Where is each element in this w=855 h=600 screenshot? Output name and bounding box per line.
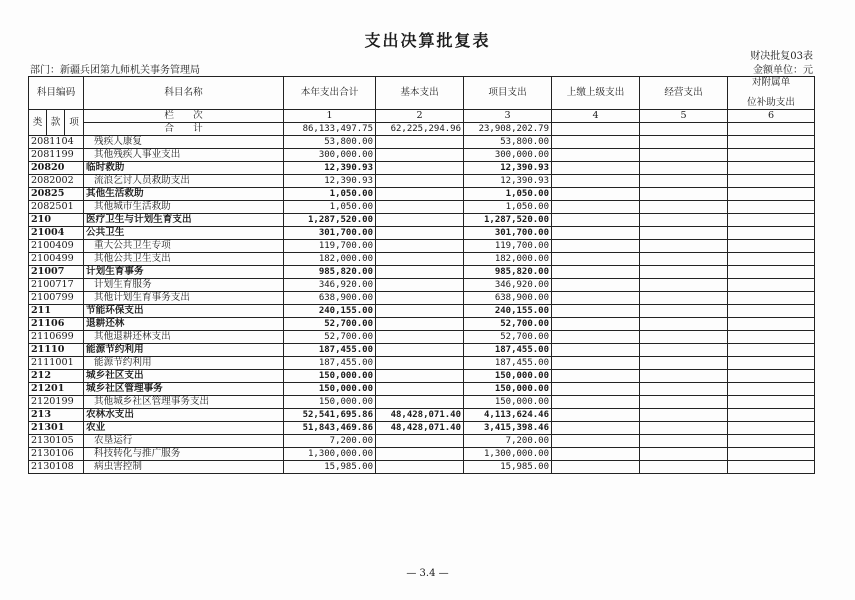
row-basic	[376, 240, 464, 253]
row-business	[640, 357, 728, 370]
row-subsidy	[728, 279, 815, 292]
table-row	[29, 344, 815, 357]
table-row	[29, 188, 815, 201]
table-row	[29, 266, 815, 279]
row-project: 4,113,624.46	[464, 409, 552, 422]
row-total: 346,920.00	[284, 279, 376, 292]
row-project: 12,390.93	[464, 162, 552, 175]
row-basic	[376, 344, 464, 357]
row-code: 2110699	[29, 331, 84, 344]
row-business	[640, 396, 728, 409]
header-subsidy	[728, 77, 815, 110]
row-code: 21007	[29, 266, 84, 279]
row-business	[640, 188, 728, 201]
header-lanci: 栏 次	[84, 110, 284, 123]
row-business	[640, 240, 728, 253]
header-subsidy-line1: 对附属单	[751, 77, 791, 88]
row-total: 1,287,520.00	[284, 214, 376, 227]
row-code: 2082501	[29, 201, 84, 214]
row-subsidy	[728, 461, 815, 474]
row-code: 2081199	[29, 149, 84, 162]
row-upper	[552, 175, 640, 188]
row-business	[640, 370, 728, 383]
row-name: 其他城市生活救助	[84, 201, 284, 214]
header-lei: 类	[29, 110, 47, 136]
row-code: 212	[29, 370, 84, 383]
row-project: 985,820.00	[464, 266, 552, 279]
col-num-3: 3	[464, 110, 552, 123]
table-row	[29, 136, 815, 149]
row-project: 1,050.00	[464, 201, 552, 214]
row-code: 21201	[29, 383, 84, 396]
row-code: 2081104	[29, 136, 84, 149]
row-project: 182,000.00	[464, 253, 552, 266]
row-project: 15,985.00	[464, 461, 552, 474]
row-total: 15,985.00	[284, 461, 376, 474]
row-basic	[376, 279, 464, 292]
row-name: 其他城乡社区管理事务支出	[84, 396, 284, 409]
row-code: 20825	[29, 188, 84, 201]
row-code: 213	[29, 409, 84, 422]
row-total: 301,700.00	[284, 227, 376, 240]
table-row	[29, 253, 815, 266]
row-basic	[376, 396, 464, 409]
row-project: 150,000.00	[464, 370, 552, 383]
row-project: 150,000.00	[464, 383, 552, 396]
row-total: 53,800.00	[284, 136, 376, 149]
row-name: 计划生育事务	[84, 266, 284, 279]
row-basic: 48,428,071.40	[376, 422, 464, 435]
row-project: 638,900.00	[464, 292, 552, 305]
table-row	[29, 201, 815, 214]
row-total: 12,390.93	[284, 175, 376, 188]
row-code: 2082002	[29, 175, 84, 188]
row-upper	[552, 422, 640, 435]
row-total: 1,050.00	[284, 188, 376, 201]
row-business	[640, 162, 728, 175]
row-code: 21301	[29, 422, 84, 435]
table-row	[29, 305, 815, 318]
row-total: 182,000.00	[284, 253, 376, 266]
row-basic	[376, 227, 464, 240]
row-upper	[552, 279, 640, 292]
row-project: 187,455.00	[464, 357, 552, 370]
row-total: 7,200.00	[284, 435, 376, 448]
row-subsidy	[728, 396, 815, 409]
row-basic	[376, 175, 464, 188]
row-total: 150,000.00	[284, 396, 376, 409]
row-basic	[376, 136, 464, 149]
row-basic: 48,428,071.40	[376, 409, 464, 422]
header-upper: 上缴上级支出	[552, 77, 640, 110]
row-basic	[376, 435, 464, 448]
row-basic	[376, 331, 464, 344]
row-name: 其他公共卫生支出	[84, 253, 284, 266]
row-subsidy	[728, 383, 815, 396]
row-basic	[376, 318, 464, 331]
row-basic	[376, 188, 464, 201]
row-upper	[552, 435, 640, 448]
row-total: 300,000.00	[284, 149, 376, 162]
row-business	[640, 214, 728, 227]
header-business: 经营支出	[640, 77, 728, 110]
row-upper	[552, 305, 640, 318]
row-code: 21004	[29, 227, 84, 240]
total-upper	[552, 123, 640, 136]
table-row	[29, 396, 815, 409]
row-business	[640, 279, 728, 292]
table-row	[29, 357, 815, 370]
row-name: 公共卫生	[84, 227, 284, 240]
row-project: 3,415,398.46	[464, 422, 552, 435]
row-name: 城乡社区管理事务	[84, 383, 284, 396]
table-row	[29, 279, 815, 292]
row-name: 其他退耕还林支出	[84, 331, 284, 344]
row-business	[640, 305, 728, 318]
row-code: 211	[29, 305, 84, 318]
row-name: 计划生育服务	[84, 279, 284, 292]
row-upper	[552, 240, 640, 253]
row-total: 52,700.00	[284, 331, 376, 344]
row-subsidy	[728, 331, 815, 344]
row-total: 52,541,695.86	[284, 409, 376, 422]
row-upper	[552, 201, 640, 214]
row-subsidy	[728, 357, 815, 370]
row-upper	[552, 448, 640, 461]
column-number-row	[29, 110, 815, 123]
table-row	[29, 240, 815, 253]
row-total: 119,700.00	[284, 240, 376, 253]
row-total: 187,455.00	[284, 344, 376, 357]
col-num-6: 6	[728, 110, 815, 123]
row-name: 残疾人康复	[84, 136, 284, 149]
row-upper	[552, 396, 640, 409]
row-subsidy	[728, 409, 815, 422]
row-name: 临时救助	[84, 162, 284, 175]
row-subsidy	[728, 227, 815, 240]
row-subsidy	[728, 201, 815, 214]
row-name: 能源节约利用	[84, 344, 284, 357]
row-code: 2100717	[29, 279, 84, 292]
row-name: 科技转化与推广服务	[84, 448, 284, 461]
row-upper	[552, 409, 640, 422]
row-business	[640, 409, 728, 422]
row-project: 1,300,000.00	[464, 448, 552, 461]
row-subsidy	[728, 175, 815, 188]
row-total: 51,843,469.86	[284, 422, 376, 435]
row-code: 21106	[29, 318, 84, 331]
row-business	[640, 461, 728, 474]
total-subsidy	[728, 123, 815, 136]
row-subsidy	[728, 188, 815, 201]
row-name: 重大公共卫生专项	[84, 240, 284, 253]
row-upper	[552, 461, 640, 474]
row-name: 农垦运行	[84, 435, 284, 448]
table-row	[29, 214, 815, 227]
total-row	[29, 123, 815, 136]
row-total: 187,455.00	[284, 357, 376, 370]
row-subsidy	[728, 149, 815, 162]
row-name: 其他残疾人事业支出	[84, 149, 284, 162]
row-basic	[376, 383, 464, 396]
row-business	[640, 331, 728, 344]
row-subsidy	[728, 422, 815, 435]
row-upper	[552, 318, 640, 331]
row-business	[640, 318, 728, 331]
row-subsidy	[728, 292, 815, 305]
row-code: 21110	[29, 344, 84, 357]
row-code: 2100499	[29, 253, 84, 266]
row-subsidy	[728, 266, 815, 279]
row-subsidy	[728, 318, 815, 331]
row-subsidy	[728, 214, 815, 227]
row-subsidy	[728, 240, 815, 253]
table-row	[29, 448, 815, 461]
row-name: 其他计划生育事务支出	[84, 292, 284, 305]
row-upper	[552, 136, 640, 149]
total-sum: 86,133,497.75	[284, 123, 376, 136]
row-name: 其他生活救助	[84, 188, 284, 201]
row-basic	[376, 305, 464, 318]
header-name: 科目名称	[84, 77, 284, 110]
row-name: 城乡社区支出	[84, 370, 284, 383]
row-total: 638,900.00	[284, 292, 376, 305]
row-name: 农业	[84, 422, 284, 435]
table-row	[29, 175, 815, 188]
expenditure-table	[28, 76, 815, 474]
row-upper	[552, 227, 640, 240]
total-basic: 62,225,294.96	[376, 123, 464, 136]
table-row	[29, 162, 815, 175]
row-basic	[376, 266, 464, 279]
row-upper	[552, 253, 640, 266]
col-num-5: 5	[640, 110, 728, 123]
col-num-2: 2	[376, 110, 464, 123]
col-num-1: 1	[284, 110, 376, 123]
total-label: 合 计	[84, 123, 284, 136]
row-basic	[376, 201, 464, 214]
table-row	[29, 227, 815, 240]
row-subsidy	[728, 344, 815, 357]
row-project: 119,700.00	[464, 240, 552, 253]
row-total: 1,050.00	[284, 201, 376, 214]
row-name: 节能环保支出	[84, 305, 284, 318]
row-basic	[376, 253, 464, 266]
row-subsidy	[728, 435, 815, 448]
row-project: 52,700.00	[464, 318, 552, 331]
row-code: 2130108	[29, 461, 84, 474]
row-total: 240,155.00	[284, 305, 376, 318]
row-upper	[552, 357, 640, 370]
row-project: 187,455.00	[464, 344, 552, 357]
row-project: 150,000.00	[464, 396, 552, 409]
header-kuan: 款	[47, 110, 65, 136]
row-subsidy	[728, 136, 815, 149]
row-project: 300,000.00	[464, 149, 552, 162]
row-basic	[376, 370, 464, 383]
header-total: 本年支出合计	[284, 77, 376, 110]
row-business	[640, 435, 728, 448]
table-row	[29, 422, 815, 435]
row-upper	[552, 370, 640, 383]
row-name: 农林水支出	[84, 409, 284, 422]
row-subsidy	[728, 305, 815, 318]
total-project: 23,908,202.79	[464, 123, 552, 136]
row-code: 2130106	[29, 448, 84, 461]
row-subsidy	[728, 370, 815, 383]
table-row	[29, 409, 815, 422]
row-project: 53,800.00	[464, 136, 552, 149]
row-project: 12,390.93	[464, 175, 552, 188]
row-upper	[552, 188, 640, 201]
row-total: 52,700.00	[284, 318, 376, 331]
total-business	[640, 123, 728, 136]
row-project: 1,287,520.00	[464, 214, 552, 227]
row-upper	[552, 292, 640, 305]
row-code: 20820	[29, 162, 84, 175]
row-business	[640, 448, 728, 461]
row-basic	[376, 292, 464, 305]
row-project: 240,155.00	[464, 305, 552, 318]
table-row	[29, 370, 815, 383]
header-row	[29, 77, 815, 110]
row-code: 2111001	[29, 357, 84, 370]
row-upper	[552, 149, 640, 162]
table-row	[29, 318, 815, 331]
table-row	[29, 383, 815, 396]
table-row	[29, 435, 815, 448]
row-total: 150,000.00	[284, 370, 376, 383]
row-subsidy	[728, 448, 815, 461]
row-code: 2120199	[29, 396, 84, 409]
row-basic	[376, 357, 464, 370]
header-code: 科目编码	[29, 77, 84, 110]
header-xiang: 项	[65, 110, 84, 136]
form-code: 财决批复03表	[750, 51, 813, 62]
row-code: 210	[29, 214, 84, 227]
row-business	[640, 253, 728, 266]
row-upper	[552, 266, 640, 279]
header-subsidy-line2: 位补助支出	[747, 97, 795, 108]
table-row	[29, 331, 815, 344]
row-upper	[552, 214, 640, 227]
row-upper	[552, 344, 640, 357]
row-code: 2100799	[29, 292, 84, 305]
row-business	[640, 422, 728, 435]
row-project: 7,200.00	[464, 435, 552, 448]
row-total: 985,820.00	[284, 266, 376, 279]
row-code: 2100409	[29, 240, 84, 253]
page-number: — 3.4 —	[406, 568, 449, 579]
row-total: 12,390.93	[284, 162, 376, 175]
row-upper	[552, 331, 640, 344]
row-upper	[552, 162, 640, 175]
table-row	[29, 292, 815, 305]
row-project: 52,700.00	[464, 331, 552, 344]
row-total: 150,000.00	[284, 383, 376, 396]
row-business	[640, 175, 728, 188]
document-title: 支出决算批复表	[364, 31, 491, 50]
row-name: 退耕还林	[84, 318, 284, 331]
row-project: 301,700.00	[464, 227, 552, 240]
row-subsidy	[728, 253, 815, 266]
header-project: 项目支出	[464, 77, 552, 110]
row-business	[640, 136, 728, 149]
row-code: 2130105	[29, 435, 84, 448]
row-name: 能源节约利用	[84, 357, 284, 370]
row-project: 346,920.00	[464, 279, 552, 292]
row-business	[640, 201, 728, 214]
department-label: 部门：新疆兵团第九师机关事务管理局	[30, 65, 200, 76]
row-basic	[376, 149, 464, 162]
row-business	[640, 383, 728, 396]
row-basic	[376, 461, 464, 474]
row-name: 医疗卫生与计划生育支出	[84, 214, 284, 227]
unit-label: 金额单位：元	[753, 65, 813, 76]
row-business	[640, 149, 728, 162]
row-name: 流浪乞讨人员救助支出	[84, 175, 284, 188]
row-business	[640, 344, 728, 357]
row-basic	[376, 214, 464, 227]
row-business	[640, 266, 728, 279]
row-name: 病虫害控制	[84, 461, 284, 474]
row-upper	[552, 383, 640, 396]
row-subsidy	[728, 162, 815, 175]
row-business	[640, 227, 728, 240]
row-basic	[376, 448, 464, 461]
table-row	[29, 149, 815, 162]
table-row	[29, 461, 815, 474]
row-project: 1,050.00	[464, 188, 552, 201]
row-total: 1,300,000.00	[284, 448, 376, 461]
row-business	[640, 292, 728, 305]
row-basic	[376, 162, 464, 175]
header-basic: 基本支出	[376, 77, 464, 110]
col-num-4: 4	[552, 110, 640, 123]
